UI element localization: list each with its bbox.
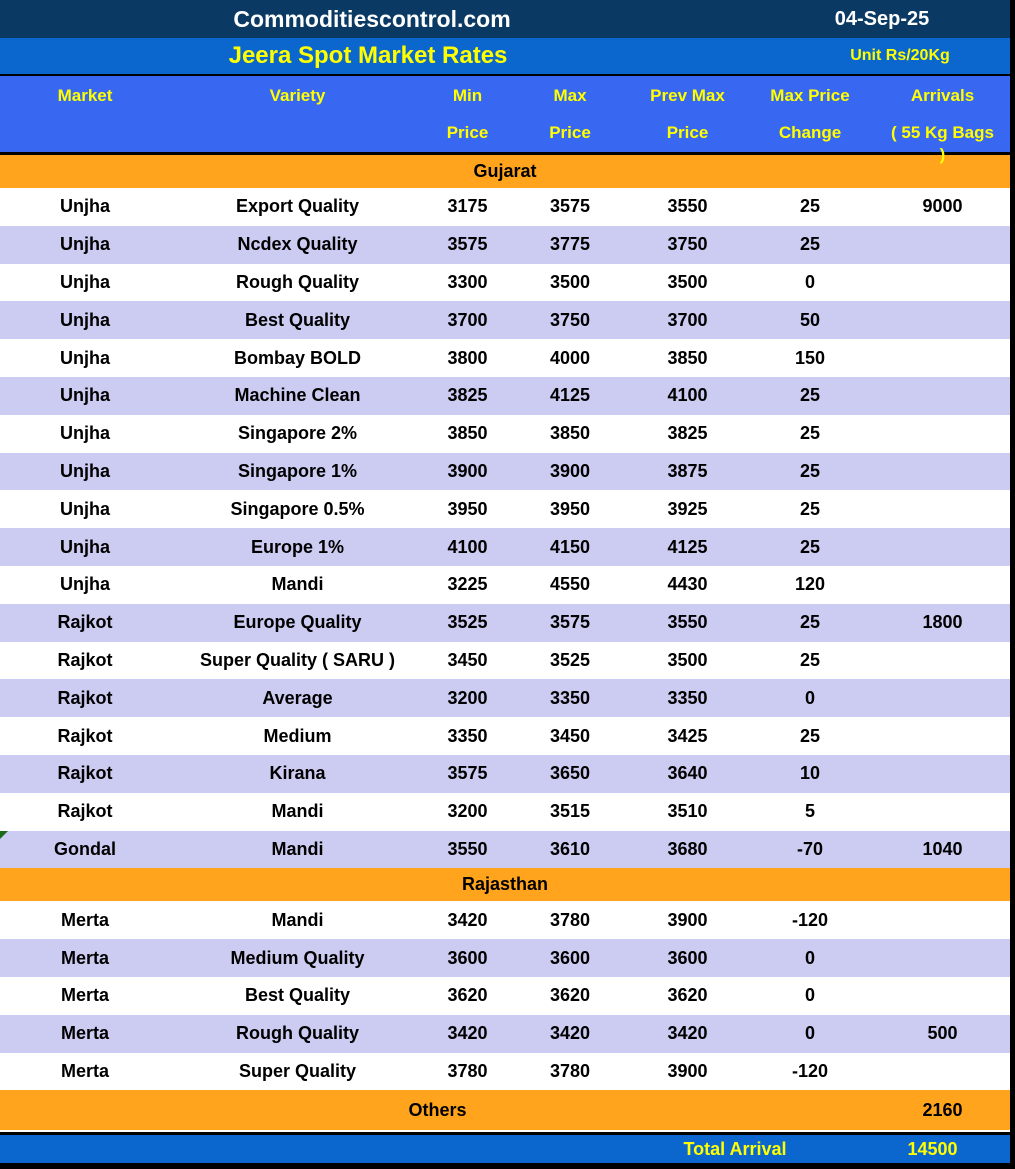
cell-variety: Average: [262, 687, 333, 708]
cell-market: Unjha: [59, 498, 110, 519]
title-bar: [0, 38, 1010, 74]
cell-prev-max-price: 3850: [667, 347, 708, 368]
cell-market: Rajkot: [57, 725, 113, 746]
table-row: [0, 490, 1010, 528]
cell-market: Merta: [60, 1023, 109, 1044]
cell-max-price: 3610: [549, 838, 591, 859]
cell-max-price-change: 25: [799, 234, 821, 255]
cell-min-price: 3950: [447, 498, 488, 519]
cell-min-price: 3175: [447, 196, 488, 217]
cell-max-price: 3500: [549, 271, 591, 292]
cell-variety: Singapore 0.5%: [230, 498, 365, 519]
column-header: [630, 76, 745, 152]
table-row: [0, 566, 1010, 604]
column-header-line2: Price: [446, 123, 489, 142]
cell-variety: Mandi: [271, 801, 324, 822]
cell-prev-max-price: 3640: [667, 763, 708, 784]
cell-market: Unjha: [59, 574, 110, 595]
top-bar: [0, 0, 1010, 38]
cell-variety: Super Quality ( SARU ): [199, 649, 396, 670]
cell-variety: Ncdex Quality: [237, 234, 358, 255]
total-arrival-value: 14500: [907, 1138, 958, 1159]
cell-prev-max-price: 3500: [667, 649, 708, 670]
table-row: [0, 453, 1010, 491]
cell-variety: Mandi: [271, 909, 324, 930]
cell-max-price-change: 25: [799, 460, 821, 481]
cell-prev-max-price: 3680: [667, 838, 708, 859]
table-row: [0, 977, 1010, 1015]
cell-prev-max-price: 3420: [667, 1023, 708, 1044]
cell-market: Rajkot: [57, 687, 113, 708]
column-header-line1: Arrivals: [910, 86, 975, 105]
table-row: [0, 188, 1010, 226]
cell-max-price-change: 150: [794, 347, 826, 368]
cell-max-price: 3650: [549, 763, 591, 784]
cell-variety: Medium Quality: [230, 947, 365, 968]
column-header-row: [0, 76, 1010, 164]
table-body: [0, 155, 1010, 1090]
table-row: [0, 377, 1010, 415]
brand-title: Commoditiescontrol.com: [233, 6, 511, 32]
table-row: [0, 642, 1010, 680]
column-header-line1: Market: [57, 86, 113, 105]
column-header: [425, 76, 510, 152]
cell-min-price: 3700: [447, 309, 488, 330]
table-row: [0, 755, 1010, 793]
others-arrivals-value: 2160: [922, 1099, 963, 1120]
cell-max-price: 3620: [549, 985, 591, 1006]
cell-max-price: 3575: [549, 196, 591, 217]
cell-min-price: 3850: [447, 423, 488, 444]
others-label: Others: [408, 1099, 467, 1120]
cell-prev-max-price: 3700: [667, 309, 708, 330]
cell-max-price-change: -70: [796, 838, 823, 859]
cell-min-price: 3420: [447, 909, 488, 930]
cell-variety: Singapore 1%: [237, 460, 358, 481]
cell-max-price: 3850: [549, 423, 591, 444]
column-header: [170, 76, 425, 152]
table-row: [0, 415, 1010, 453]
cell-min-price: 3900: [447, 460, 488, 481]
cell-max-price: 4150: [549, 536, 591, 557]
cell-max-price: 3350: [549, 687, 591, 708]
cell-max-price: 3780: [549, 1060, 591, 1081]
cell-max-price-change: 25: [799, 612, 821, 633]
table-row: [0, 939, 1010, 977]
table-row: [0, 831, 1010, 869]
section-header: [0, 868, 1010, 901]
cell-market: Unjha: [59, 347, 110, 368]
cell-prev-max-price: 3550: [667, 612, 708, 633]
cell-market: Merta: [60, 947, 109, 968]
column-header: [510, 76, 630, 152]
cell-max-price: 3780: [549, 909, 591, 930]
column-header-line2: Price: [549, 123, 591, 142]
column-header-line1: Variety: [269, 86, 326, 105]
cell-max-price: 3950: [549, 498, 591, 519]
column-header-line2: Change: [778, 123, 842, 142]
cell-market: Unjha: [59, 460, 110, 481]
cell-arrivals: 9000: [922, 196, 963, 217]
cell-prev-max-price: 3750: [667, 234, 708, 255]
cell-min-price: 3575: [447, 234, 488, 255]
cell-max-price-change: 10: [799, 763, 821, 784]
table-row: [0, 264, 1010, 302]
cell-prev-max-price: 3925: [667, 498, 708, 519]
cell-min-price: 3200: [447, 801, 488, 822]
cell-min-price: 3225: [447, 574, 488, 595]
table-row: [0, 679, 1010, 717]
cell-prev-max-price: 3550: [667, 196, 708, 217]
cell-max-price-change: 25: [799, 536, 821, 557]
cell-variety: Kirana: [269, 763, 326, 784]
cell-min-price: 3800: [447, 347, 488, 368]
cell-market: Merta: [60, 1060, 109, 1081]
cell-max-price-change: 25: [799, 725, 821, 746]
cell-market: Rajkot: [57, 612, 113, 633]
cell-market: Rajkot: [57, 801, 113, 822]
cell-prev-max-price: 3350: [667, 687, 708, 708]
column-header-line2: ( 55 Kg Bags: [891, 123, 994, 142]
cell-arrivals: 1800: [922, 612, 963, 633]
cell-arrivals: 1040: [922, 838, 963, 859]
cell-max-price-change: 25: [799, 385, 821, 406]
cell-max-price-change: -120: [791, 909, 829, 930]
cell-prev-max-price: 3900: [667, 909, 708, 930]
cell-max-price: 3575: [549, 612, 591, 633]
cell-variety: Machine Clean: [234, 385, 361, 406]
cell-market: Unjha: [59, 234, 110, 255]
cell-max-price-change: 120: [794, 574, 826, 595]
cell-max-price: 4125: [549, 385, 591, 406]
cell-market: Merta: [60, 985, 109, 1006]
cell-max-price: 3775: [549, 234, 591, 255]
cell-prev-max-price: 4430: [667, 574, 708, 595]
cell-prev-max-price: 4100: [667, 385, 708, 406]
cell-max-price-change: 0: [804, 1023, 815, 1044]
cell-variety: Best Quality: [244, 309, 351, 330]
total-arrival-row: [0, 1135, 1010, 1163]
cell-min-price: 3525: [447, 612, 488, 633]
cell-market: Unjha: [59, 536, 110, 557]
cell-variety: Best Quality: [244, 985, 351, 1006]
cell-market: Unjha: [59, 196, 110, 217]
cell-variety: Bombay BOLD: [233, 347, 361, 368]
cell-market: Rajkot: [57, 649, 113, 670]
section-header: [0, 155, 1010, 188]
table-row: [0, 226, 1010, 264]
section-label: Rajasthan: [461, 874, 549, 895]
cell-max-price: 4000: [549, 347, 591, 368]
table-row: [0, 528, 1010, 566]
column-header: [745, 76, 875, 152]
cell-max-price-change: 25: [799, 498, 821, 519]
table-row: [0, 339, 1010, 377]
cell-min-price: 3825: [447, 385, 488, 406]
cell-market: Unjha: [59, 271, 110, 292]
cell-max-price: 3525: [549, 649, 591, 670]
cell-max-price-change: 0: [804, 947, 815, 968]
cell-prev-max-price: 3510: [667, 801, 708, 822]
cell-max-price-change: 0: [804, 985, 815, 1006]
cell-max-price-change: -120: [791, 1060, 829, 1081]
table-row: [0, 301, 1010, 339]
cell-prev-max-price: 3500: [667, 271, 708, 292]
cell-prev-max-price: 3875: [667, 460, 708, 481]
page-title: Jeera Spot Market Rates: [228, 42, 508, 69]
cell-variety: Europe Quality: [233, 612, 362, 633]
cell-min-price: 4100: [447, 536, 488, 557]
cell-market: Unjha: [59, 423, 110, 444]
cell-min-price: 3300: [447, 271, 488, 292]
cell-market: Gondal: [54, 838, 116, 859]
cell-max-price-change: 25: [799, 423, 821, 444]
cell-min-price: 3420: [447, 1023, 488, 1044]
cell-variety: Export Quality: [235, 196, 360, 217]
cell-arrivals: 500: [927, 1023, 958, 1044]
unit-label: Unit Rs/20Kg: [850, 47, 950, 64]
cell-variety: Super Quality: [238, 1060, 357, 1081]
table-row: [0, 1015, 1010, 1053]
cell-variety: Mandi: [271, 574, 324, 595]
cell-min-price: 3350: [447, 725, 488, 746]
column-header-line1: Min: [452, 86, 483, 105]
cell-prev-max-price: 3900: [667, 1060, 708, 1081]
table-row: [0, 901, 1010, 939]
table-row: [0, 1053, 1010, 1091]
column-header-line2: Price: [666, 123, 709, 142]
cell-variety: Rough Quality: [236, 1023, 359, 1044]
cell-max-price-change: 50: [799, 309, 821, 330]
cell-max-price: 3600: [549, 947, 591, 968]
cell-variety: Europe 1%: [250, 536, 345, 557]
cell-prev-max-price: 4125: [667, 536, 708, 557]
cell-variety: Mandi: [271, 838, 324, 859]
column-header: [875, 76, 1010, 164]
cell-variety: Medium: [263, 725, 332, 746]
cell-market: Rajkot: [57, 763, 113, 784]
cell-min-price: 3600: [447, 947, 488, 968]
cell-market: Merta: [60, 909, 109, 930]
cell-max-price-change: 0: [804, 271, 815, 292]
column-header-line1: Prev Max: [650, 86, 725, 105]
table-row: [0, 717, 1010, 755]
cell-variety: Singapore 2%: [237, 423, 358, 444]
column-header-line1: Max Price: [770, 86, 850, 105]
column-header-line3: ): [939, 145, 946, 164]
section-label: Gujarat: [473, 161, 537, 181]
cell-max-price: 3515: [549, 801, 591, 822]
total-arrival-label: Total Arrival: [683, 1138, 787, 1159]
cell-min-price: 3780: [447, 1060, 488, 1081]
cell-max-price: 3450: [549, 725, 591, 746]
cell-max-price-change: 0: [804, 687, 815, 708]
cell-prev-max-price: 3825: [667, 423, 708, 444]
cell-max-price-change: 5: [804, 801, 815, 822]
table-row: [0, 604, 1010, 642]
column-header: [0, 76, 170, 152]
cell-min-price: 3620: [447, 985, 488, 1006]
cell-min-price: 3575: [447, 763, 488, 784]
cell-prev-max-price: 3620: [667, 985, 708, 1006]
green-corner-marker: [0, 831, 8, 839]
cell-max-price: 4550: [549, 574, 591, 595]
bottom-border: [0, 1163, 1010, 1169]
cell-max-price: 3420: [549, 1023, 591, 1044]
cell-max-price-change: 25: [799, 196, 821, 217]
cell-market: Unjha: [59, 309, 110, 330]
report-date: 04-Sep-25: [834, 8, 930, 30]
cell-max-price-change: 25: [799, 649, 821, 670]
cell-prev-max-price: 3425: [667, 725, 708, 746]
cell-max-price: 3750: [549, 309, 591, 330]
others-row: [0, 1090, 1010, 1130]
cell-max-price: 3900: [549, 460, 591, 481]
cell-market: Unjha: [59, 385, 110, 406]
column-header-line1: Max: [553, 86, 587, 105]
cell-min-price: 3450: [447, 649, 488, 670]
cell-min-price: 3550: [447, 838, 488, 859]
table-row: [0, 793, 1010, 831]
cell-variety: Rough Quality: [236, 271, 359, 292]
cell-prev-max-price: 3600: [667, 947, 708, 968]
cell-min-price: 3200: [447, 687, 488, 708]
